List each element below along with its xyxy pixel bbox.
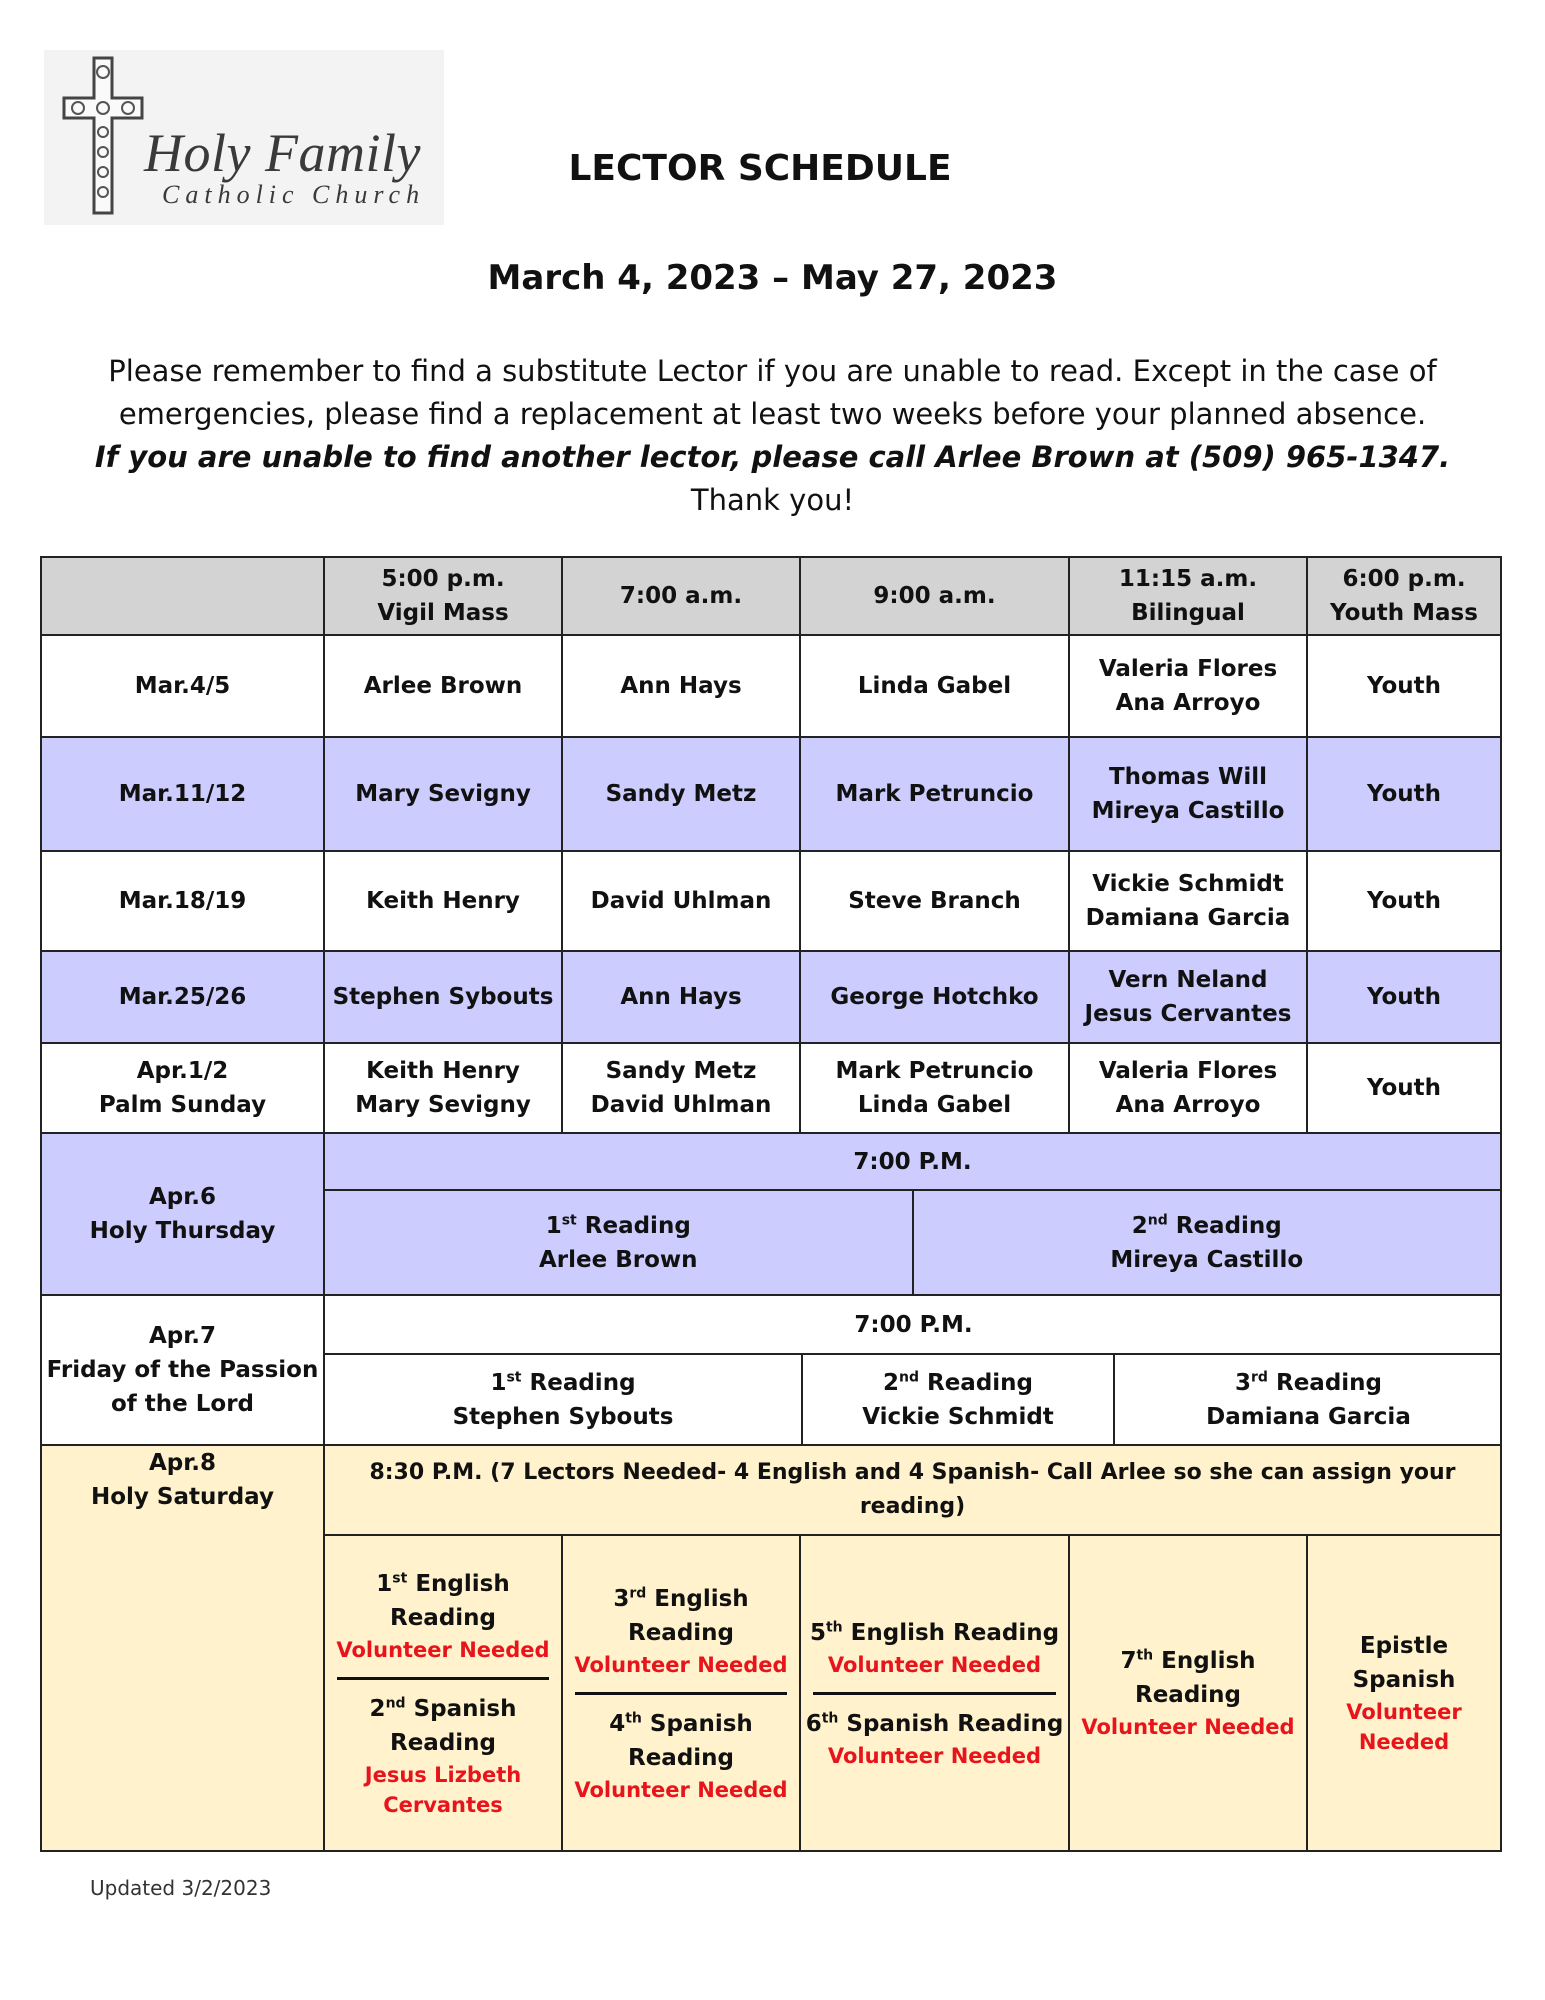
header-cell: 11:15 a.m. Bilingual: [1069, 557, 1307, 635]
lector-cell: Youth: [1307, 1043, 1501, 1133]
reading-cell: 3rd English Reading Volunteer Needed 4th Spanish Reading Volunteer Needed: [562, 1535, 800, 1851]
lector-cell: Sandy Metz David Uhlman: [562, 1043, 800, 1133]
lector-cell: Ann Hays: [562, 635, 800, 737]
logo-title: Holy Family: [144, 123, 421, 183]
header-cell-blank: [41, 557, 324, 635]
volunteer-needed: Volunteer Needed: [1081, 1715, 1295, 1739]
volunteer-needed: Volunteer Needed: [827, 1743, 1042, 1768]
reading-cell: 7th English Reading Volunteer Needed: [1069, 1535, 1307, 1851]
reading-cell: 2nd Reading Vickie Schmidt: [802, 1354, 1114, 1444]
updated-date: Updated 3/2/2023: [90, 1876, 272, 1900]
header-row: [41, 557, 1501, 635]
holy-thursday-block: [324, 1133, 1501, 1295]
lector-cell: Keith Henry Mary Sevigny: [324, 1043, 562, 1133]
service-time: 7:00 P.M.: [325, 1296, 1501, 1354]
header-cell: 6:00 p.m. Youth Mass: [1307, 557, 1501, 635]
notice-thanks: Thank you!: [690, 483, 855, 517]
lector-cell: Steve Branch: [800, 851, 1069, 951]
lector-cell: Arlee Brown: [324, 635, 562, 737]
lector-cell: Youth: [1307, 737, 1501, 851]
header-cell: 7:00 a.m.: [562, 557, 800, 635]
row-date: Mar.4/5: [41, 635, 324, 737]
lector-cell: Vickie Schmidt Damiana Garcia: [1069, 851, 1307, 951]
lector-cell: Ann Hays: [562, 951, 800, 1043]
volunteer-needed: Volunteer Needed: [336, 1637, 550, 1662]
reading-cell: 2nd Reading Mireya Castillo: [913, 1190, 1501, 1294]
lector-cell: Valeria Flores Ana Arroyo: [1069, 635, 1307, 737]
table-row: [41, 851, 1501, 951]
lector-cell: Linda Gabel: [800, 635, 1069, 737]
lector-cell: Thomas Will Mireya Castillo: [1069, 737, 1307, 851]
row-date: Apr.7 Friday of the Passion of the Lord: [41, 1295, 324, 1445]
lector-cell: David Uhlman: [562, 851, 800, 951]
row-date: Apr.1/2 Palm Sunday: [41, 1043, 324, 1133]
reading-cell: 1st Reading Stephen Sybouts: [325, 1354, 802, 1444]
holy-saturday-header: 8:30 P.M. (7 Lectors Needed- 4 English and 4 Spanish- Call Arlee so she can assign your reading): [324, 1445, 1501, 1535]
row-date: Mar.25/26: [41, 951, 324, 1043]
page-title: LECTOR SCHEDULE: [568, 148, 952, 189]
reading-cell: 1st English Reading Volunteer Needed 2nd Spanish Reading Jesus Lizbeth Cervantes: [324, 1535, 562, 1851]
church-logo: [44, 50, 444, 225]
table-row: [41, 737, 1501, 851]
volunteer-needed: Volunteer Needed: [574, 1777, 788, 1802]
lector-cell: Youth: [1307, 951, 1501, 1043]
row-date: Mar.11/12: [41, 737, 324, 851]
volunteer-needed: Volunteer: [1346, 1700, 1462, 1724]
row-date: Apr.6 Holy Thursday: [41, 1133, 324, 1295]
lector-cell: Stephen Sybouts: [324, 951, 562, 1043]
reading-cell: 3rd Reading Damiana Garcia: [1114, 1354, 1501, 1444]
notice-line: emergencies, please find a replacement at least two weeks before your planned absence.: [118, 397, 1427, 431]
service-time: 7:00 P.M.: [325, 1134, 1500, 1190]
row-date: Apr.8 Holy Saturday: [41, 1445, 324, 1851]
reading-cell: 5th English Reading Volunteer Needed 6th Spanish Reading Volunteer Needed: [800, 1535, 1069, 1851]
lector-cell: Mark Petruncio Linda Gabel: [800, 1043, 1069, 1133]
notice-contact: If you are unable to find another lector, please call Arlee Brown at (509) 965-1347.: [94, 440, 1451, 474]
volunteer-needed: Volunteer Needed: [574, 1652, 788, 1677]
notice: [60, 350, 1485, 522]
table-row: [41, 1295, 1501, 1445]
row-date: Mar.18/19: [41, 851, 324, 951]
header-cell: 9:00 a.m.: [800, 557, 1069, 635]
lector-cell: Youth: [1307, 851, 1501, 951]
table-row: [41, 1043, 1501, 1133]
lector-cell: Valeria Flores Ana Arroyo: [1069, 1043, 1307, 1133]
cross-icon: [58, 50, 148, 225]
lector-cell: Vern Neland Jesus Cervantes: [1069, 951, 1307, 1043]
logo-subtitle: Catholic Church: [162, 180, 426, 209]
lector-cell: Keith Henry: [324, 851, 562, 951]
lector-cell: Mary Sevigny: [324, 737, 562, 851]
reading-cell: Epistle Spanish Volunteer Needed: [1307, 1535, 1501, 1851]
table-row: [41, 1133, 1501, 1295]
lector-cell: Mark Petruncio: [800, 737, 1069, 851]
good-friday-block: [324, 1295, 1501, 1445]
reading-cell: 1st Reading Arlee Brown: [325, 1190, 913, 1294]
lector-cell: George Hotchko: [800, 951, 1069, 1043]
header-cell: 5:00 p.m. Vigil Mass: [324, 557, 562, 635]
lector-cell: Sandy Metz: [562, 737, 800, 851]
table-row: [41, 635, 1501, 737]
table-row: [41, 1445, 1501, 1535]
volunteer-needed: Volunteer Needed: [827, 1652, 1042, 1677]
notice-line: Please remember to find a substitute Lector if you are unable to read. Except in the case of: [108, 354, 1437, 388]
date-range: March 4, 2023 – May 27, 2023: [487, 258, 1058, 298]
lector-cell: Youth: [1307, 635, 1501, 737]
table-row: [41, 951, 1501, 1043]
lector-schedule-table: [40, 556, 1502, 1852]
